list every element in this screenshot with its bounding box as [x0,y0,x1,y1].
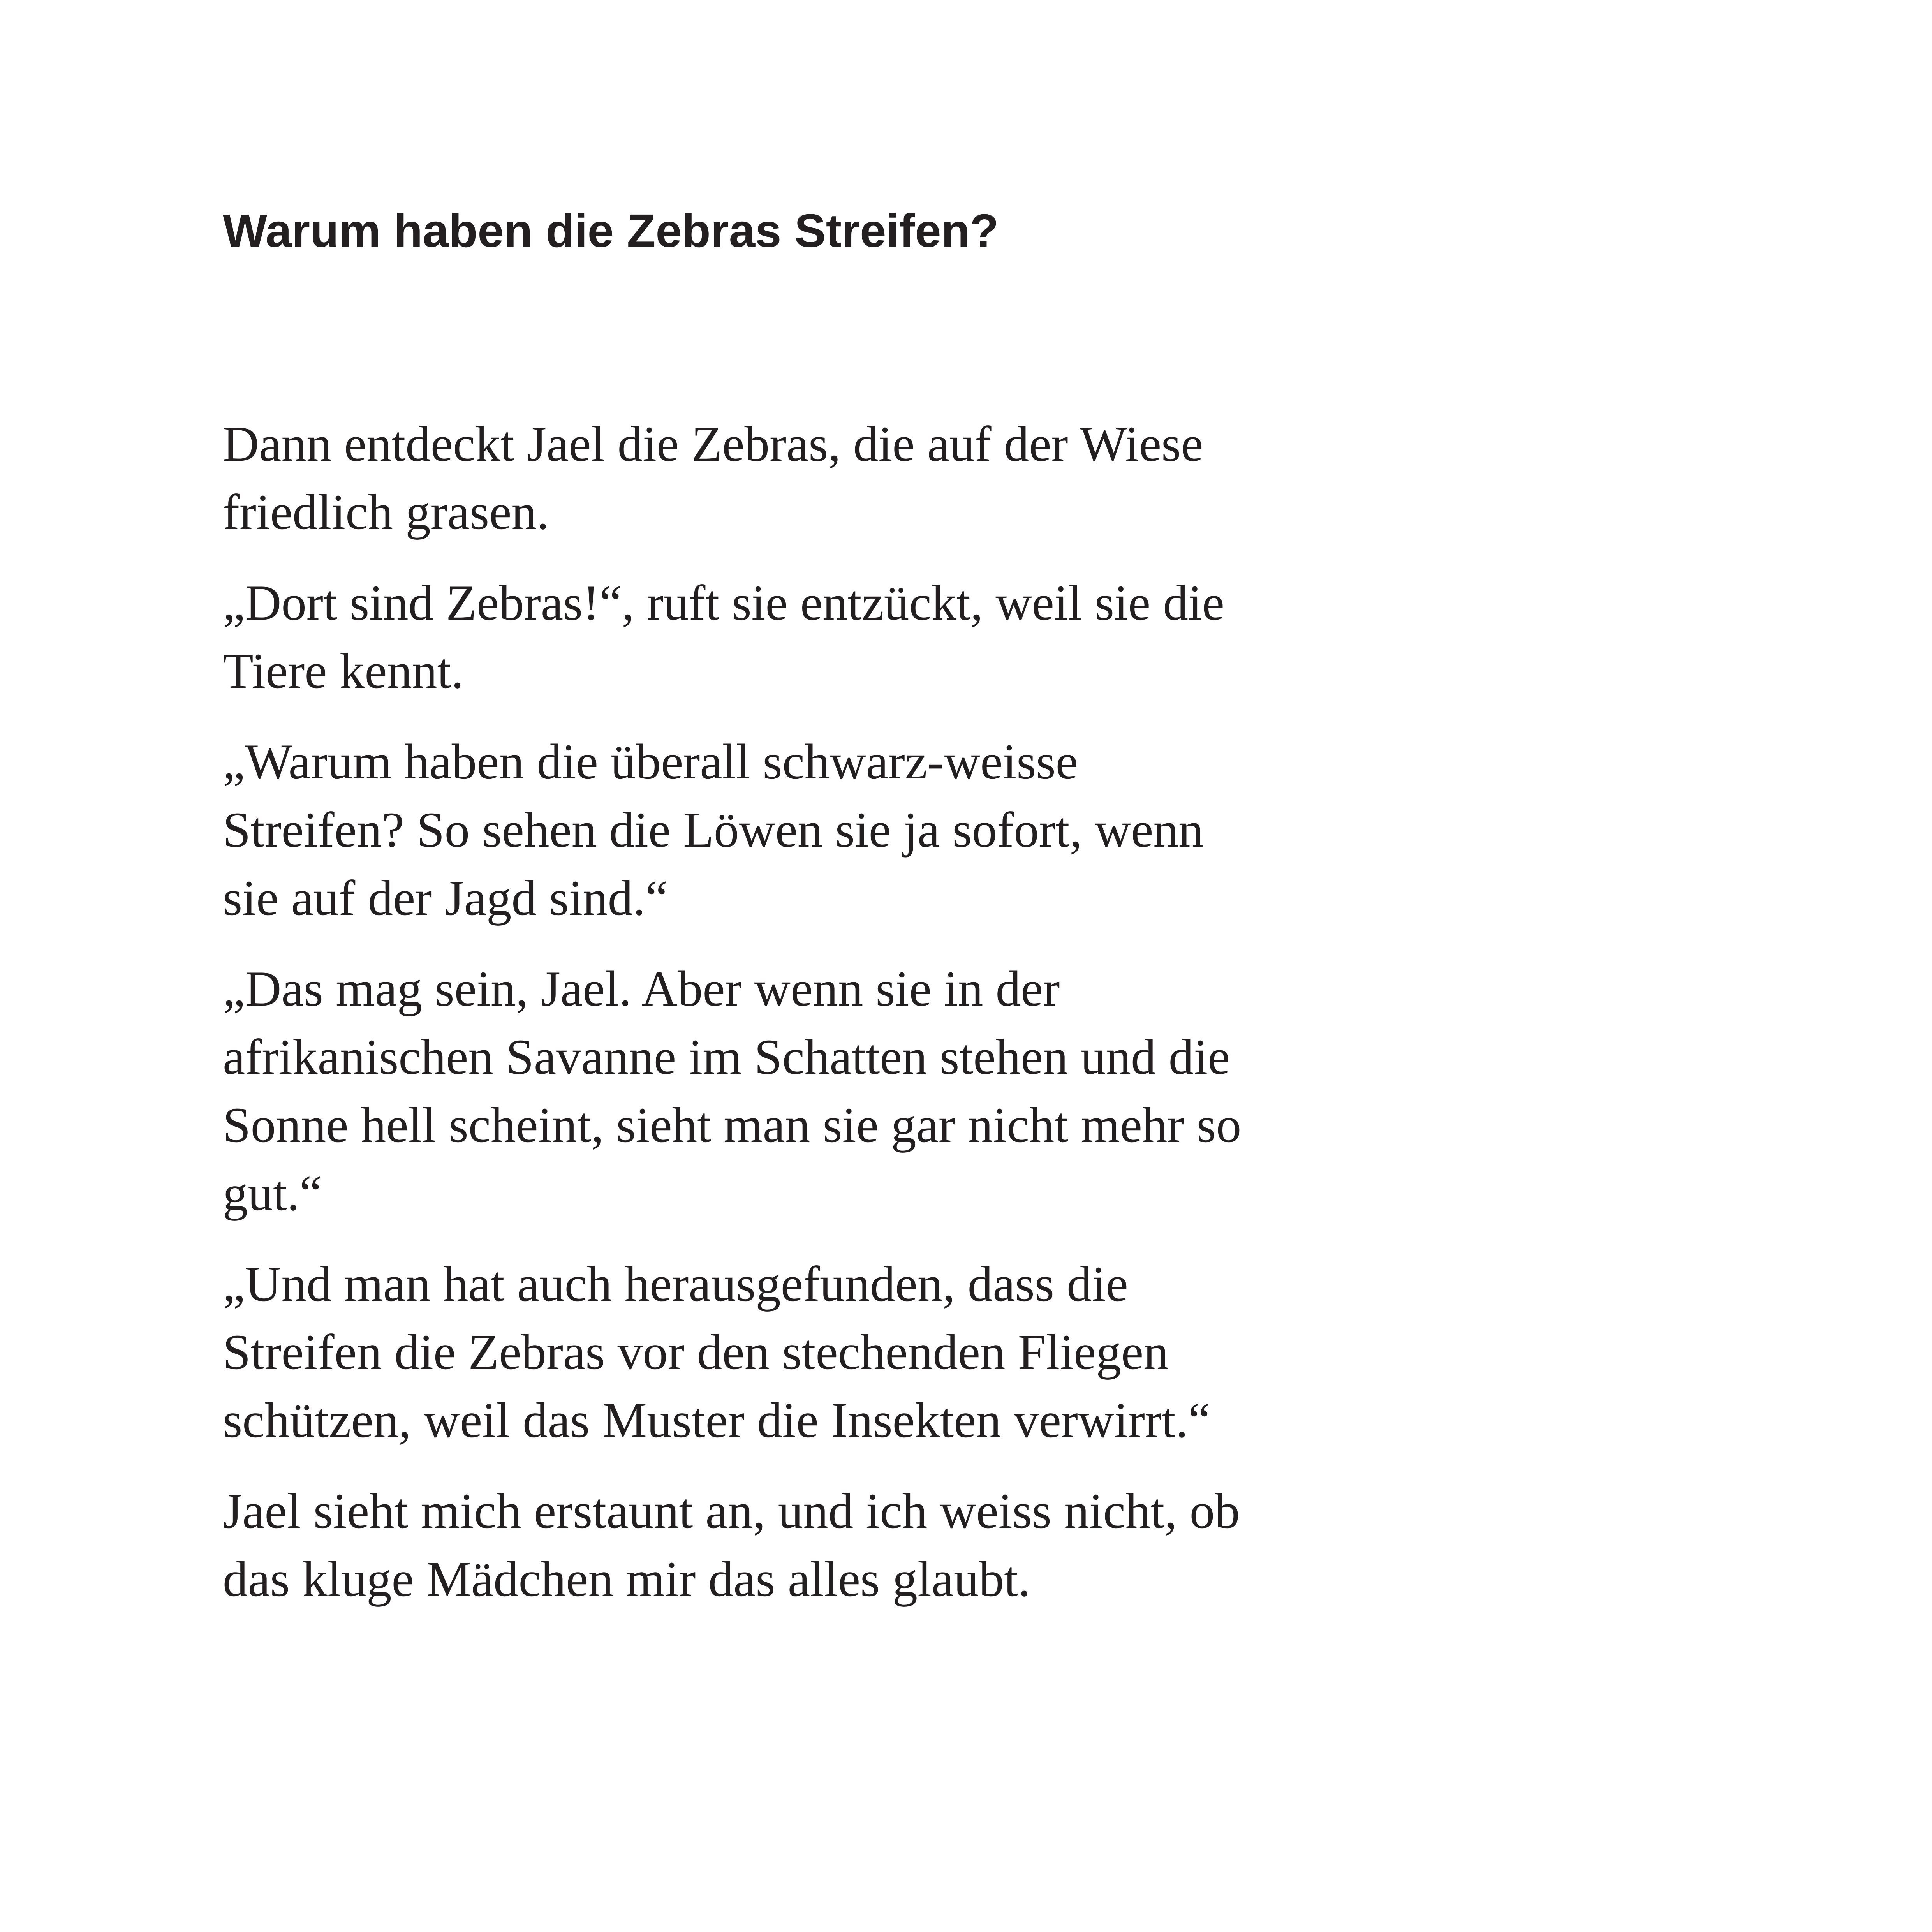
paragraph-6: Jael sieht mich erstaunt an, und ich weiss nicht, ob das kluge Mädchen mir das alles glaubt. [223,1483,1240,1607]
page-title: Warum haben die Zebras Streifen? [223,204,999,257]
paragraph-5: „Und man hat auch herausgefunden, dass die Streifen die Zebras vor den stechenden Fliegen schützen, weil das Muster die Insekten verwirrt.“ [223,1256,1211,1448]
paragraph-2: „Dort sind Zebras!“, ruft sie entzückt, weil sie die Tiere kennt. [223,575,1224,699]
paragraph-4: „Das mag sein, Jael. Aber wenn sie in der afrikanischen Savanne im Schatten stehen und die Sonne hell scheint, sieht man sie gar nicht mehr so gut.“ [223,961,1242,1221]
story-content [223,203,1313,1636]
paragraph-1: Dann entdeckt Jael die Zebras, die auf der Wiese friedlich grasen. [223,416,1203,540]
story-body [223,410,1313,1613]
paragraph-3: „Warum haben die überall schwarz-weisse Streifen? So sehen die Löwen sie ja sofort, wenn sie auf der Jagd sind.“ [223,734,1204,926]
